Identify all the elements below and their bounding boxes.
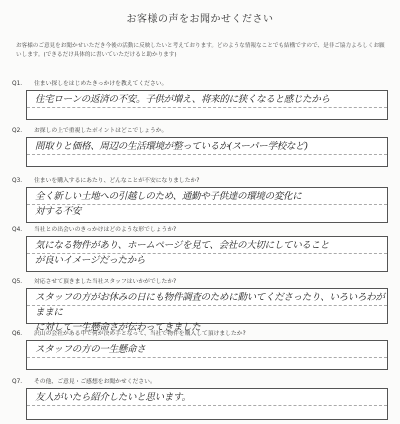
handwritten-answer: スタッフの方がお休みの日にも物件調査のために動いてくださったり、いろいろわがままに に対して一生懸命さが伝わってきました [35,292,385,333]
handwritten-answer: スタッフの方の一生懸命さ [35,344,146,355]
answer-box [26,236,388,272]
question-block-7 [12,378,392,420]
question-block-6 [12,330,392,370]
answer-box [26,340,388,370]
handwritten-answer: 友人がいたら紹介したいと思います。 [35,392,191,403]
answer-box [26,288,388,333]
answer-box [26,187,388,223]
question-block-5 [12,278,392,333]
handwritten-answer: 住宅ローンの返済の不安。子供が増え、将来的に狭くなると感じたから [35,94,330,105]
question-number: Q6. [12,331,23,337]
handwritten-answer: 気になる物件があり、ホームページを見て、会社の大切にしていること が良いイメージだったから [35,240,330,266]
question-block-1 [12,80,392,120]
question-text: 住まい探しをはじめたきっかけを教えてください。 [34,81,168,87]
handwritten-answer: 間取りと価格、周辺の生活環境が整っているか(スーパー学校など) [35,141,308,152]
answer-box [26,388,388,420]
question-block-2 [12,127,392,167]
question-block-3 [12,177,392,223]
handwritten-answer: 全く新しい土地への引越しのため、通勤や子供達の環境の変化に 対する不安 [35,191,302,217]
question-number: Q7. [12,379,23,385]
intro-text: お客様のご意見をお聞かせいただき今後の活動に反映したいと考えております。どのような情報なことでも結構ですので、是非ご協力よろしくお願いします。(できるだけ具体的に書いていただけると助かります) [16,43,385,58]
question-number: Q5. [12,279,23,285]
answer-box [26,90,388,120]
question-number: Q2. [12,128,23,134]
question-number: Q1. [12,81,23,87]
question-number: Q3. [12,178,23,184]
question-text: 当社との出会いのきっかけはどのような形でしょうか? [34,227,177,233]
page-title: お客様の声をお聞かせください [126,14,274,25]
question-text: 住まいを購入するにあたり、どんなことが不安になりましたか? [34,178,200,184]
answer-box [26,137,388,167]
question-text: その他、ご意見・ご感想をお聞かせください。 [34,379,156,385]
question-text: お探しの上で重視したポイントはどこでしょうか。 [34,128,168,134]
question-number: Q4. [12,227,23,233]
question-block-4 [12,226,392,272]
question-text: 対応させて頂きました当社スタッフはいかがでしたか? [34,279,177,285]
question-text: 沢山の会社がある中で何が決め手となって、当社で物件を購入して頂けましたか? [34,331,246,337]
